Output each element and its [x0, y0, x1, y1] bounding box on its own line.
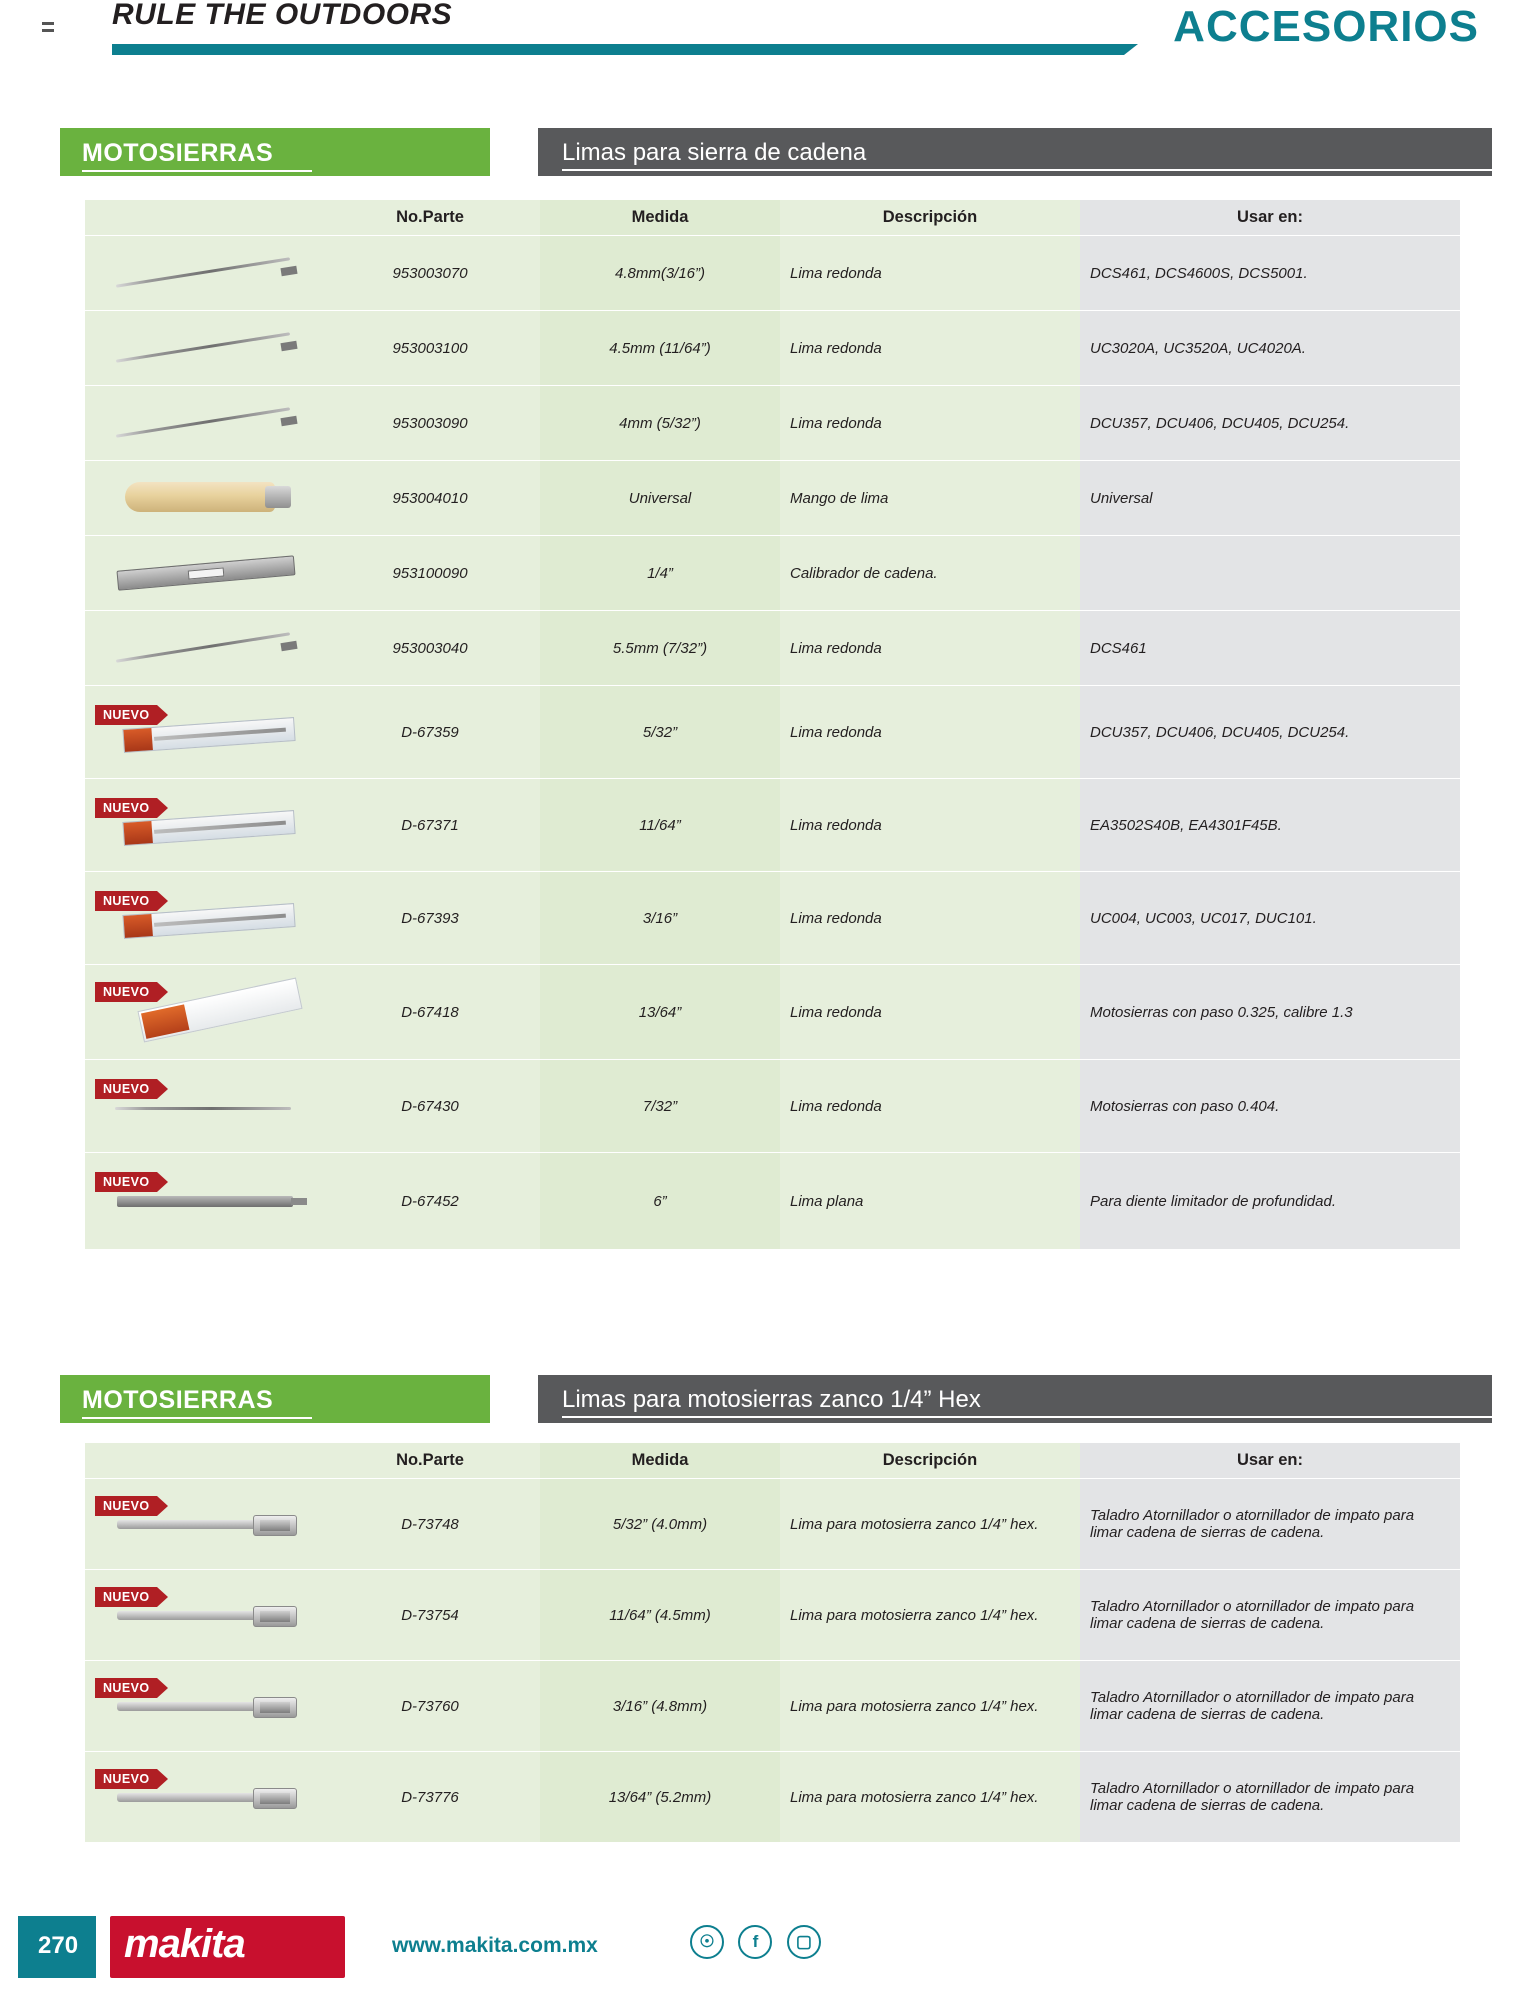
- new-badge: NUEVO: [95, 1769, 157, 1789]
- measure: 6”: [540, 1153, 780, 1250]
- usage: Taladro Atornillador o atornillador de impato para limar cadena de sierras de cadena.: [1080, 1661, 1460, 1752]
- product-image-cell: [85, 236, 320, 311]
- new-badge: NUEVO: [95, 982, 157, 1002]
- description: Lima redonda: [780, 1060, 1080, 1153]
- hex-shank-file-icon: [103, 1498, 303, 1554]
- column-header-usar-1: Usar en:: [1080, 200, 1460, 236]
- description: Lima redonda: [780, 611, 1080, 686]
- table-row: [85, 1153, 1460, 1250]
- description: Lima redonda: [780, 872, 1080, 965]
- makita-logo-text: makita: [124, 1922, 245, 1966]
- instagram-icon[interactable]: ▢: [787, 1925, 821, 1959]
- measure: 7/32”: [540, 1060, 780, 1153]
- new-badge: NUEVO: [95, 1172, 157, 1192]
- product-image-cell: [85, 1570, 320, 1661]
- product-image-cell: [85, 1060, 320, 1153]
- usage: EA3502S40B, EA4301F45B.: [1080, 779, 1460, 872]
- table-row: [85, 1570, 1460, 1661]
- part-number: D-73754: [320, 1570, 540, 1661]
- new-badge: NUEVO: [95, 1079, 157, 1099]
- usage: DCU357, DCU406, DCU405, DCU254.: [1080, 686, 1460, 779]
- part-number: D-67393: [320, 872, 540, 965]
- product-image-cell: [85, 872, 320, 965]
- file-pack-icon: [103, 707, 303, 763]
- column-header-descripcion-2: Descripción: [780, 1443, 1080, 1479]
- table-header-row-2: [85, 1443, 1460, 1479]
- description: Calibrador de cadena.: [780, 536, 1080, 611]
- product-image-cell: [85, 536, 320, 611]
- file-pack-icon: [103, 893, 303, 949]
- usage: Taladro Atornillador o atornillador de impato para limar cadena de sierras de cadena.: [1080, 1570, 1460, 1661]
- usage: DCU357, DCU406, DCU405, DCU254.: [1080, 386, 1460, 461]
- section-category-label-2: MOTOSIERRAS: [82, 1386, 274, 1414]
- corner-mark-icon-2: [42, 29, 54, 32]
- product-image-cell: [85, 965, 320, 1060]
- table-row: [85, 872, 1460, 965]
- banner-underline-1: [82, 170, 312, 172]
- part-number: D-67452: [320, 1153, 540, 1250]
- measure: 3/16”: [540, 872, 780, 965]
- usage: Universal: [1080, 461, 1460, 536]
- section-title: ACCESORIOS: [1173, 2, 1479, 51]
- product-image-cell: [85, 461, 320, 536]
- measure: 1/4”: [540, 536, 780, 611]
- new-badge: NUEVO: [95, 1496, 157, 1516]
- banner-underline-2: [82, 1417, 312, 1419]
- measure: 13/64” (5.2mm): [540, 1752, 780, 1843]
- usage: Para diente limitador de profundidad.: [1080, 1153, 1460, 1250]
- facebook-icon[interactable]: f: [738, 1925, 772, 1959]
- usage: Taladro Atornillador o atornillador de impato para limar cadena de sierras de cadena.: [1080, 1752, 1460, 1843]
- measure: 13/64”: [540, 965, 780, 1060]
- round-file-icon: [103, 395, 303, 451]
- header-tagline: RULE THE OUTDOORS: [112, 0, 453, 31]
- product-image-cell: [85, 779, 320, 872]
- product-image-cell: [85, 1661, 320, 1752]
- globe-icon[interactable]: ☉: [690, 1925, 724, 1959]
- product-image-cell: [85, 311, 320, 386]
- part-number: D-67418: [320, 965, 540, 1060]
- product-image-cell: [85, 1479, 320, 1570]
- usage: DCS461, DCS4600S, DCS5001.: [1080, 236, 1460, 311]
- new-badge: NUEVO: [95, 705, 157, 725]
- hex-shank-file-icon: [103, 1771, 303, 1827]
- new-badge: NUEVO: [95, 1678, 157, 1698]
- header-rule: [112, 44, 1124, 55]
- description: Lima redonda: [780, 386, 1080, 461]
- table-row: [85, 1752, 1460, 1843]
- part-number: D-67430: [320, 1060, 540, 1153]
- description: Lima redonda: [780, 311, 1080, 386]
- usage: Motosierras con paso 0.404.: [1080, 1060, 1460, 1153]
- page-number: 270: [38, 1932, 79, 1959]
- chain-gauge-icon: [103, 545, 303, 601]
- product-image-cell: [85, 686, 320, 779]
- hex-shank-file-icon: [103, 1589, 303, 1645]
- measure: 5.5mm (7/32”): [540, 611, 780, 686]
- part-number: 953100090: [320, 536, 540, 611]
- description: Lima redonda: [780, 236, 1080, 311]
- products-table-2: [85, 1443, 1460, 1843]
- usage: Motosierras con paso 0.325, calibre 1.3: [1080, 965, 1460, 1060]
- round-file-icon: [103, 620, 303, 676]
- column-header-medida-1: Medida: [540, 200, 780, 236]
- product-image-cell: [85, 611, 320, 686]
- section-title-label-1: Limas para sierra de cadena: [562, 139, 867, 166]
- table-row: [85, 1661, 1460, 1752]
- usage: [1080, 536, 1460, 611]
- section-category-label-1: MOTOSIERRAS: [82, 139, 274, 167]
- part-number: D-73748: [320, 1479, 540, 1570]
- measure: 5/32”: [540, 686, 780, 779]
- table-header-row-1: [85, 200, 1460, 236]
- part-number: 953003070: [320, 236, 540, 311]
- table-row: [85, 965, 1460, 1060]
- part-number: 953004010: [320, 461, 540, 536]
- description: Lima para motosierra zanco 1/4” hex.: [780, 1661, 1080, 1752]
- column-header-image-2: [85, 1443, 320, 1479]
- file-pack-angled-icon: [103, 984, 303, 1040]
- description: Mango de lima: [780, 461, 1080, 536]
- round-file-icon: [103, 245, 303, 301]
- section-title-bar-2: [538, 1375, 1492, 1423]
- makita-logo: [110, 1916, 345, 1978]
- table-row: [85, 536, 1460, 611]
- description: Lima para motosierra zanco 1/4” hex.: [780, 1752, 1080, 1843]
- file-handle-icon: [103, 470, 303, 526]
- social-links: [690, 1925, 831, 1964]
- table-row: [85, 686, 1460, 779]
- description: Lima redonda: [780, 965, 1080, 1060]
- measure: 3/16” (4.8mm): [540, 1661, 780, 1752]
- product-image-cell: [85, 1752, 320, 1843]
- section-category-1: [60, 128, 490, 176]
- banner-underline-right-2: [562, 1416, 1519, 1418]
- section-category-2: [60, 1375, 490, 1423]
- column-header-usar-2: Usar en:: [1080, 1443, 1460, 1479]
- part-number: D-73760: [320, 1661, 540, 1752]
- product-image-cell: [85, 386, 320, 461]
- description: Lima para motosierra zanco 1/4” hex.: [780, 1479, 1080, 1570]
- products-table-1: [85, 200, 1460, 1250]
- product-image-cell: [85, 1153, 320, 1250]
- section-title-bar-1: [538, 128, 1492, 176]
- table-row: [85, 779, 1460, 872]
- table-row: [85, 1479, 1460, 1570]
- table-row: [85, 386, 1460, 461]
- part-number: D-67371: [320, 779, 540, 872]
- section-title-label-2: Limas para motosierras zanco 1/4” Hex: [562, 1386, 981, 1413]
- round-file-icon: [103, 1081, 303, 1137]
- table-row: [85, 611, 1460, 686]
- column-header-part-1: No.Parte: [320, 200, 540, 236]
- usage: UC004, UC003, UC017, DUC101.: [1080, 872, 1460, 965]
- description: Lima para motosierra zanco 1/4” hex.: [780, 1570, 1080, 1661]
- table-row: [85, 311, 1460, 386]
- measure: 11/64” (4.5mm): [540, 1570, 780, 1661]
- usage: DCS461: [1080, 611, 1460, 686]
- new-badge: NUEVO: [95, 891, 157, 911]
- table-row: [85, 1060, 1460, 1153]
- usage: Taladro Atornillador o atornillador de impato para limar cadena de sierras de cadena.: [1080, 1479, 1460, 1570]
- banner-underline-right-1: [562, 169, 1519, 171]
- part-number: D-73776: [320, 1752, 540, 1843]
- file-pack-icon: [103, 800, 303, 856]
- measure: 4.5mm (11/64”): [540, 311, 780, 386]
- usage: UC3020A, UC3520A, UC4020A.: [1080, 311, 1460, 386]
- part-number: 953003090: [320, 386, 540, 461]
- measure: 11/64”: [540, 779, 780, 872]
- column-header-descripcion-1: Descripción: [780, 200, 1080, 236]
- measure: 4mm (5/32”): [540, 386, 780, 461]
- new-badge: NUEVO: [95, 798, 157, 818]
- column-header-image-1: [85, 200, 320, 236]
- page-header: [0, 0, 1519, 90]
- corner-mark-icon: [42, 22, 54, 25]
- description: Lima redonda: [780, 686, 1080, 779]
- page-footer: [0, 1900, 1519, 2000]
- hex-shank-file-icon: [103, 1680, 303, 1736]
- section-banner-1: [60, 128, 1492, 176]
- measure: 5/32” (4.0mm): [540, 1479, 780, 1570]
- column-header-part-2: No.Parte: [320, 1443, 540, 1479]
- part-number: 953003100: [320, 311, 540, 386]
- part-number: D-67359: [320, 686, 540, 779]
- column-header-medida-2: Medida: [540, 1443, 780, 1479]
- website-url[interactable]: www.makita.com.mx: [392, 1934, 598, 1957]
- new-badge: NUEVO: [95, 1587, 157, 1607]
- flat-file-icon: [103, 1174, 303, 1230]
- section-banner-2: [60, 1375, 1492, 1423]
- description: Lima redonda: [780, 779, 1080, 872]
- measure: 4.8mm(3/16”): [540, 236, 780, 311]
- measure: Universal: [540, 461, 780, 536]
- table-row: [85, 461, 1460, 536]
- description: Lima plana: [780, 1153, 1080, 1250]
- table-row: [85, 236, 1460, 311]
- round-file-icon: [103, 320, 303, 376]
- part-number: 953003040: [320, 611, 540, 686]
